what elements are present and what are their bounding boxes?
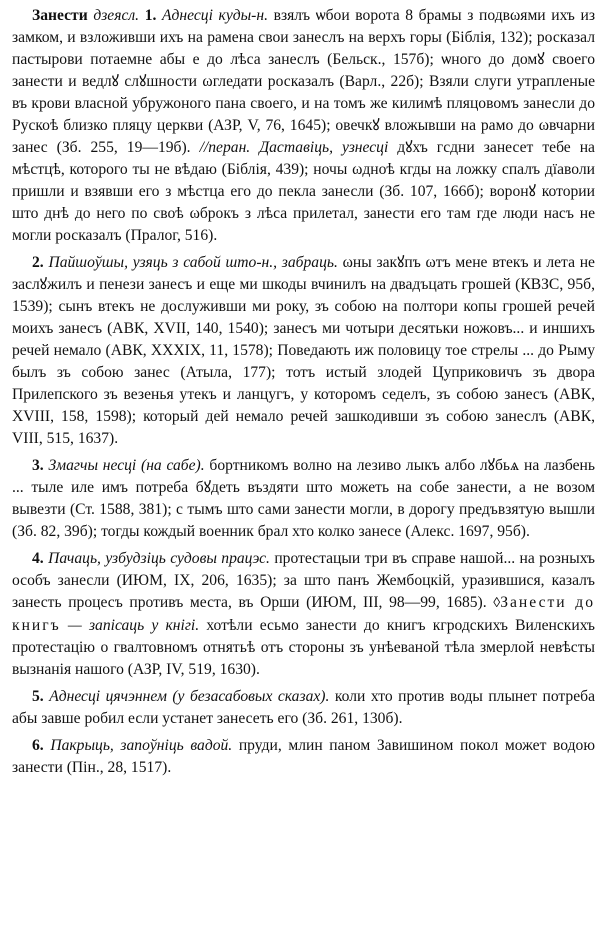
- sense-examples: протестацыи три въ справе нашой... на розныхъ особъ занесли (ИЮМ, IX, 206, 1635); за што панъ Жембоцкій, уразившися, казалъ занесть процесъ противъ места, въ Орши (ИЮМ, III, 98—99, 1685).: [12, 550, 595, 611]
- sense-6: [12, 735, 595, 779]
- sense-number: 2.: [32, 254, 44, 271]
- sense-gloss: Пакрыць, запоўніць вадой.: [50, 737, 233, 754]
- phrase-examples: хотѣли есьмо занести до книгъ кгродскихъ Виленскихъ протестацію о гвалтовномъ отнятьѣ отъ стороны зъ унѣеваной тѣла змерлой невѣсты вызнанія нашого (АЗР, IV, 519, 1630).: [12, 617, 595, 678]
- sense-1: [12, 5, 595, 247]
- sense-3: [12, 455, 595, 543]
- phrase-gloss: — запісаць у кнігі.: [67, 617, 200, 634]
- sense-examples: бортникомъ волно на лезиво лыкъ албо лꙋбьѧ на лазбень ... тыле иле имъ потреба бꙋдеть въздяти што можеть на собе занести, а не возом вывезти (Ст. 1588, 381); с тымъ што сами занести могли, в дорогу предъвзятую вышли (Зб. 82, 39б); тогды кождый военник брал хто колко занесе (Алекс. 1697, 95б).: [12, 457, 595, 540]
- sense-figurative-label: //перан. Даставіць, узнесці: [199, 139, 389, 156]
- sense-2: [12, 252, 595, 450]
- phrase-headword: Занести до книгъ: [12, 594, 595, 634]
- sense-examples: коли хто против воды плынет потреба абы завше робил если устанет занесеть его (Зб. 261, 130б).: [12, 688, 595, 727]
- sense-figurative-examples: дꙋхъ гсдни занесет тебе на мѣстцѣ, которого ты не вѣдаю (Біблія, 439); ночы ωдноѣ кгды на ложку спалъ дїаволи пришли и взявши его з мѣстца его до пекла занесли (Зб. 107, 166б); воронꙋ котории што днѣ до него по своѣ ωброкъ з лѣса прилетал, занести его там где люди насъ не могли росказалъ (Пралог, 516).: [12, 139, 595, 244]
- sense-examples: ωны закꙋпъ ωтъ мене втекъ и лета не заслꙋжилъ и пенези занесъ и еще ми шкоды вчинилъ на двадъцать грошей (КВЗС, 95б, 1539); сынъ втекъ не дослуживши ми року, зъ собою на полтори копы грошей речей моихъ занесъ (АВК, XVII, 140, 1540); занесъ ми чотыри десятьки ножовъ... и иншихъ речей немало (АВК, XXXIX, 11, 1578); Поведають иж половицу тое стрелы ... до Рыму былъ зъ собою занес (Атыла, 177); тотъ истый злодей Цуприковичъ зъ двора Прилепского зъ везенья утекъ и ланцугъ, у которомъ седелъ, зъ собою занесъ (АВК, XVIII, 158, 1598); который дей немало речей зашкодивши зъ собою занеслъ (АВК, VIII, 515, 1637).: [12, 254, 595, 447]
- grammar-label: дзеясл.: [93, 7, 140, 24]
- sense-4: [12, 548, 595, 681]
- sense-examples: взялъ ѡбои ворота 8 брамы з подвωями ихъ из замком, и взложивши ихъ на рамена свои занеслъ на верхъ горы (Біблія, 132); росказал пастырови потаемне абы е до лѣса занеслъ (Бельск., 157б); ѡного до домꙋ своего занести и ведлꙋ слꙋшности ωгледати росказалъ (Варл., 22б); Взяли слуги утрапленые въ крови власной убружоного пана своего, и на томъ же килимѣ пляцовомъ занесли до Рускоѣ близко пляцу церкви (АЗР, V, 76, 1645); овечкꙋ вложывши на рамо до ωвчарни занес (Зб. 255, 19—19б).: [12, 7, 595, 156]
- sense-number: 1.: [144, 7, 157, 24]
- sense-5: [12, 686, 595, 730]
- sense-gloss: Змагчы несці (на сабе).: [48, 457, 205, 474]
- sense-number: 4.: [32, 550, 44, 567]
- sense-gloss: Пайшоўшы, узяць з сабой што-н., забраць.: [48, 254, 338, 271]
- sense-gloss: Аднесці цячэннем (у безасабовых сказах).: [49, 688, 330, 705]
- sense-number: 6.: [32, 737, 44, 754]
- sense-number: 5.: [32, 688, 44, 705]
- sense-gloss: Пачаць, узбудзіць судовы працэс.: [48, 550, 270, 567]
- phrase-diamond-icon: ◊: [493, 596, 501, 611]
- sense-gloss: Аднесці куды-н.: [162, 7, 268, 24]
- headword: Занести: [32, 7, 88, 24]
- sense-examples: пруди, млин паном Завишином покол может водою занести (Пін., 28, 1517).: [12, 737, 596, 776]
- sense-number: 3.: [32, 457, 44, 474]
